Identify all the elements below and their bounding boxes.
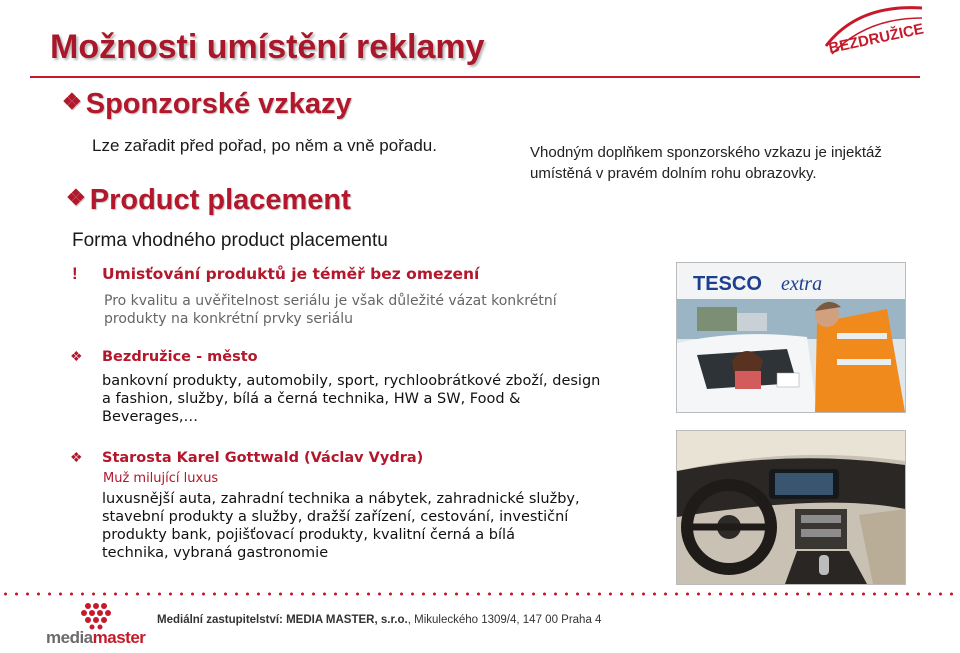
- footer-address: , Mikuleckého 1309/4, 147 00 Praha 4: [407, 614, 602, 626]
- sponsor-note: Vhodným doplňkem sponzorského vzkazu je injektáž umístěná v pravém dolním rohu obrazovky.: [530, 144, 882, 182]
- sponsor-text: Lze zařadit před pořad, po něm a vně pořadu.: [92, 136, 437, 155]
- mediamaster-logo-master: master: [92, 628, 146, 647]
- diamond-bullet-icon: ❖: [62, 89, 82, 114]
- bezdruzice-logo: [818, 0, 928, 62]
- mediamaster-logo-media: media: [46, 628, 93, 647]
- placement-heading: [66, 184, 351, 217]
- mediamaster-logo: [44, 600, 154, 648]
- car-interior-photo: [676, 430, 906, 585]
- diamond-bullet-icon: ❖: [66, 185, 86, 210]
- footer-dotted-divider: [0, 591, 960, 597]
- town-title: Bezdružice - město: [102, 349, 258, 365]
- tesco-sign-text: TESCO: [693, 273, 762, 295]
- town-text: bankovní produkty, automobily, sport, rychloobrátkové zboží, design a fashion, služby, bílá a černá technika, HW a SW, Food & Beverages,…: [102, 373, 601, 425]
- mediamaster-logo-text: [46, 628, 145, 648]
- mayor-subtitle: Muž milující luxus: [103, 471, 219, 486]
- diamond-bullet-icon: ❖: [70, 449, 83, 465]
- mayor-text: luxusnější auta, zahradní technika a nábytek, zahradnické služby, stavební produkty a služby, dražší zařízení, cestování, investiční produkty bank, pojišťovací produkty, kvalitní černá a bílá technika, vybraná gastronomie: [102, 491, 580, 561]
- placement-subheading: Forma vhodného product placementu: [72, 230, 388, 251]
- placement-bang-text: Pro kvalitu a uvěřitelnost seriálu je však důležité vázat konkrétní produkty na konkrétní prvky seriálu: [104, 293, 557, 327]
- diamond-bullet-icon: ❖: [70, 348, 83, 364]
- extra-sign-text: extra: [781, 273, 823, 295]
- mediamaster-logo-dots: [81, 603, 111, 630]
- page-title: Možnosti umístění reklamy: [50, 28, 485, 66]
- mayor-title: Starosta Karel Gottwald (Václav Vydra): [102, 450, 424, 466]
- placement-bang-title: Umisťování produktů je téměř bez omezení: [102, 265, 480, 283]
- sponsor-heading-text: Sponzorské vzkazy: [85, 88, 352, 120]
- placement-heading-text: Product placement: [89, 184, 351, 216]
- sponsor-heading: [62, 88, 352, 121]
- footer-text: [157, 614, 601, 626]
- footer-company: MEDIA MASTER, s.r.o.: [286, 614, 408, 626]
- exclamation-icon: !: [72, 264, 78, 283]
- bezdruzice-logo-text: BEZDRUŽICE: [827, 20, 926, 58]
- tesco-photo: [676, 262, 906, 413]
- footer-label: Mediální zastupitelství:: [157, 614, 283, 626]
- title-divider: [30, 76, 920, 78]
